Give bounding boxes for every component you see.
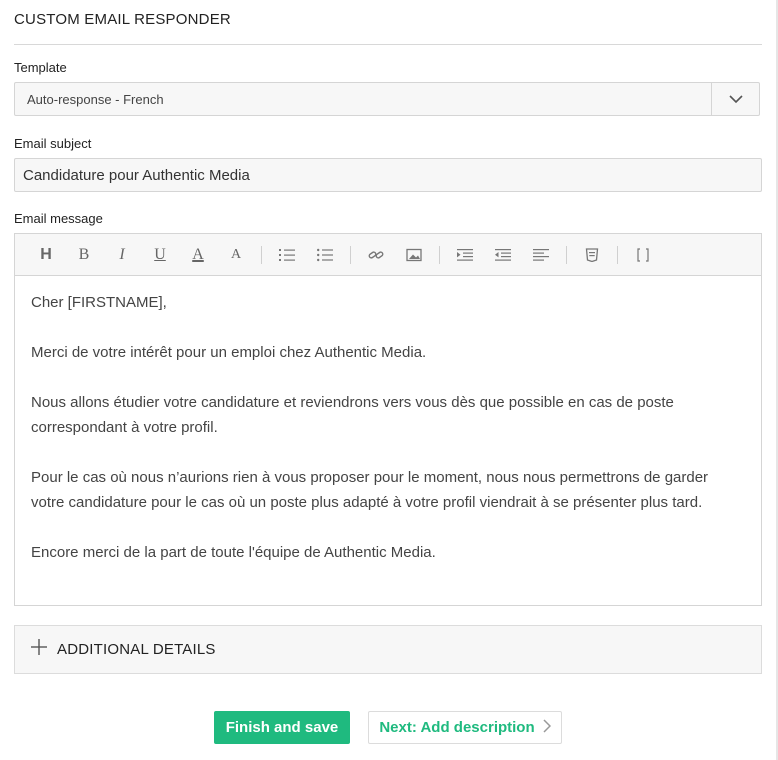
- subject-label: Email subject: [14, 136, 92, 151]
- editor-content[interactable]: [15, 276, 761, 579]
- message-paragraph: Merci de votre intérêt pour un emploi chez Authentic Media.: [31, 344, 427, 361]
- heading-button[interactable]: H: [40, 245, 52, 263]
- align-left-icon[interactable]: [522, 240, 560, 270]
- outdent-icon[interactable]: [484, 240, 522, 270]
- next-add-description-label: Next: Add description: [379, 719, 535, 736]
- template-select-value: Auto-response - French: [27, 91, 164, 107]
- message-paragraph: Encore merci de la part de toute l'équipe de Authentic Media.: [31, 544, 436, 561]
- finish-and-save-button[interactable]: [214, 711, 350, 744]
- plus-icon: [31, 639, 47, 660]
- font-color-button[interactable]: A: [192, 245, 204, 263]
- chevron-down-icon[interactable]: [711, 83, 759, 115]
- additional-details-toggle[interactable]: [14, 625, 762, 674]
- template-select[interactable]: [14, 82, 760, 116]
- ordered-list-icon[interactable]: [268, 240, 306, 270]
- toolbar-separator: [617, 246, 618, 264]
- next-add-description-button[interactable]: [368, 711, 562, 744]
- email-message-editor[interactable]: [14, 233, 762, 606]
- toolbar-separator: [439, 246, 440, 264]
- underline-button[interactable]: U: [154, 245, 166, 263]
- toolbar-separator: [566, 246, 567, 264]
- toolbar-separator: [350, 246, 351, 264]
- toolbar-separator: [261, 246, 262, 264]
- italic-button[interactable]: I: [119, 245, 125, 263]
- message-label: Email message: [14, 211, 103, 226]
- editor-toolbar: [15, 234, 761, 276]
- font-size-button[interactable]: A: [230, 246, 242, 262]
- section-title: CUSTOM EMAIL RESPONDER: [14, 11, 231, 28]
- message-paragraph: Pour le cas où nous n’aurions rien à vous proposer pour le moment, nous nous permettrons de garder votre candidature pour le cas où un poste plus adapté à votre profil viendrait à se présenter plus tard.: [31, 469, 709, 511]
- bold-button[interactable]: B: [78, 245, 90, 263]
- finish-and-save-label: Finish and save: [225, 719, 339, 736]
- placeholder-brackets-icon[interactable]: [624, 240, 662, 270]
- email-subject-input[interactable]: [14, 158, 762, 192]
- image-icon[interactable]: [395, 240, 433, 270]
- custom-email-responder-panel: [14, 0, 762, 760]
- template-label: Template: [14, 60, 67, 75]
- message-paragraph: Nous allons étudier votre candidature et reviendrons vers vous dès que possible en cas de poste correspondant à votre profil.: [31, 394, 674, 436]
- message-paragraph: Cher [FIRSTNAME],: [31, 294, 167, 311]
- additional-details-label: ADDITIONAL DETAILS: [57, 641, 216, 658]
- link-icon[interactable]: [357, 240, 395, 270]
- title-divider: [14, 44, 762, 45]
- indent-icon[interactable]: [446, 240, 484, 270]
- html-source-icon[interactable]: [573, 240, 611, 270]
- unordered-list-icon[interactable]: [306, 240, 344, 270]
- chevron-right-icon: [543, 719, 551, 737]
